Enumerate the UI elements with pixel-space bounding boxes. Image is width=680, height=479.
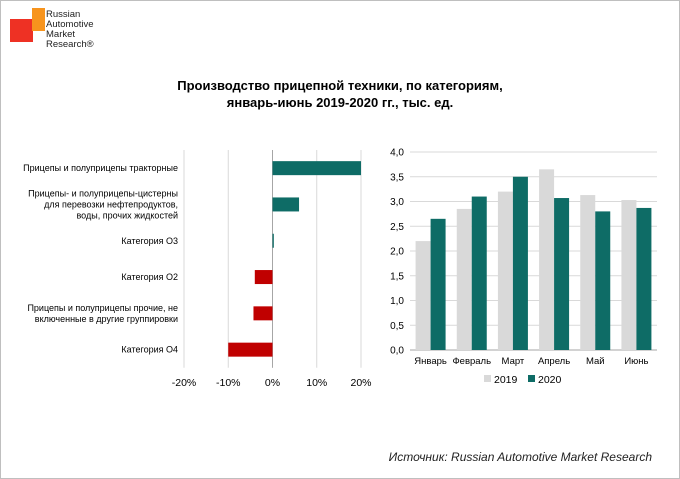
category-label: воды, прочих жидкостей [76, 210, 178, 221]
bar-2020 [595, 211, 610, 350]
y-tick-label: 2,0 [390, 246, 404, 258]
logo-line: Market [46, 29, 76, 40]
x-tick-label: Январь [414, 356, 447, 367]
y-tick-label: 1,0 [390, 296, 404, 307]
y-tick-label: 0,5 [390, 320, 404, 332]
category-label: Категория О4 [121, 344, 178, 355]
source-note: Источник: Russian Automotive Market Research [388, 450, 652, 464]
bar-2020 [431, 219, 446, 350]
logo-small-text: НАПИ [17, 12, 32, 18]
category-label: Прицепы и полуприцепы прочие, не [27, 302, 178, 313]
x-tick-label: Июнь [624, 356, 649, 367]
logo-line: Research® [46, 39, 94, 50]
legend-label: 2020 [538, 374, 562, 386]
bar-2019 [580, 195, 595, 350]
category-label: Категория О2 [121, 272, 178, 283]
y-tick-label: 0,0 [390, 345, 404, 357]
category-label: Прицепы и полуприцепы тракторные [23, 163, 178, 174]
x-tick-label: Февраль [452, 356, 492, 367]
logo-line: Automotive [46, 19, 94, 30]
x-tick-label: -10% [215, 377, 241, 389]
y-tick-label: 2,5 [390, 221, 404, 233]
bar-2019 [621, 200, 636, 350]
x-tick-label: Май [585, 356, 605, 367]
category-label: включенные в другие группировки [34, 313, 178, 324]
bar-2019 [498, 192, 513, 350]
category-label: Прицепы- и полуприцепы-цистерны [28, 188, 178, 199]
y-tick-label: 4,0 [390, 147, 404, 159]
bar-2019 [416, 241, 431, 350]
bar-2020 [554, 198, 569, 350]
category-label: Категория О3 [121, 235, 178, 246]
legend-swatch [484, 375, 491, 382]
x-tick-label: 10% [306, 377, 328, 389]
x-tick-label: Март [501, 356, 525, 367]
category-label: для перевозки нефтепродуктов, [44, 199, 178, 210]
x-tick-label: 20% [350, 377, 372, 389]
title-line-1: Производство прицепной техники, по категориям, [177, 78, 503, 93]
legend-label: 2019 [494, 374, 518, 386]
bar-2020 [472, 197, 487, 350]
bar-2019 [539, 169, 554, 350]
logo-line: Russian [46, 9, 81, 20]
y-tick-label: 3,0 [390, 197, 404, 208]
y-tick-label: 1,5 [390, 271, 404, 283]
x-tick-label: -20% [171, 377, 197, 389]
x-tick-label: 0% [264, 377, 281, 389]
title-line-2: январь-июнь 2019-2020 гг., тыс. ед. [226, 95, 454, 110]
bar-2020 [513, 177, 528, 350]
bar-2020 [636, 208, 651, 350]
y-tick-label: 3,5 [390, 172, 404, 184]
x-tick-label: Апрель [537, 356, 571, 367]
bar-2019 [457, 209, 472, 350]
legend-swatch [528, 375, 535, 382]
